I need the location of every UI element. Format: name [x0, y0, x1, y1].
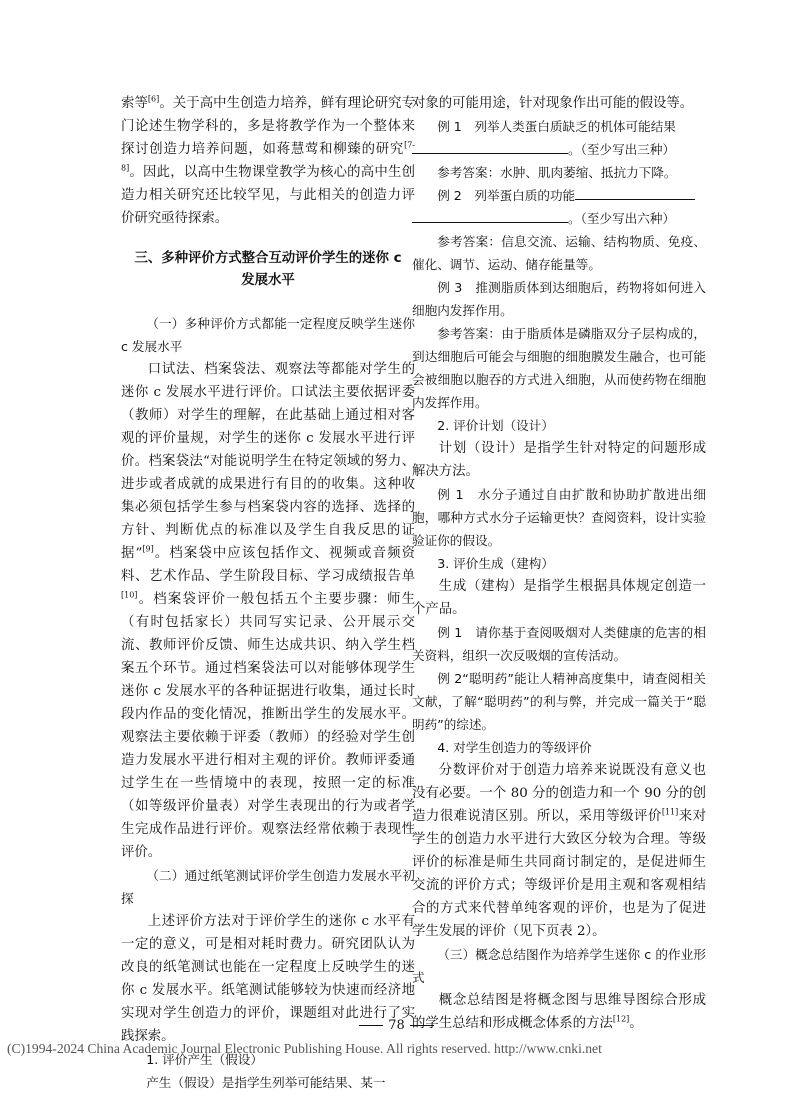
- citation[interactable]: [11]: [661, 807, 679, 817]
- paragraph: 计划（设计）是指学生针对特定的问题形成解决方法。: [412, 441, 706, 479]
- citation[interactable]: [9]: [142, 544, 154, 554]
- citation[interactable]: [12]: [612, 1014, 630, 1024]
- example: 例 2 列举蛋白质的功能 。（至少写出六种）: [412, 184, 706, 230]
- section-heading: 三、多种评价方式整合互动评价学生的迷你 c 发展水平: [134, 251, 402, 288]
- subsection-heading: （二）通过纸笔测试评价学生创造力发展水平初探: [121, 868, 415, 906]
- divider: [410, 1025, 434, 1026]
- example: 例 1 列举人类蛋白质缺乏的机体可能结果 。（至少写出三种）: [412, 115, 706, 161]
- paragraph: 口试法、档案袋法、观察法等都能对学生的迷你 c 发展水平进行评价。口试法主要依据评委（教师）对学生的理解，在此基础上通过相对客观的评价量规，对学生的迷你 c 发展水平进行评价。档案袋法“对能说明学生在特定领域的努力、进步或者成就的成果进行有目的的收集。这种收集必须包括学生参与档案袋内容的选择、选择的方针、判断优点的标准以及学生自我反思的证据”[9]。档案袋中应该包括作文、视频或音频资料、艺术作品、学生阶段目标、学习成绩报告单[10]。档案袋评价一般包括五个主要步骤：师生（有时包括家长）共同写实记录、公开展示交流、教师评价反馈、师生达成共识、纳入学生档案五个环节。通过档案袋法可以对能够体现学生迷你 c 发展水平的各种证据进行收集，通过长时段内作品的变化情况，推断出学生的发展水平。观察法主要依赖于评委（教师）的经验对学生创造力发展水平进行相对主观的评价。教师评委通过学生在一些情境中的表现，按照一定的标准（如等级评价量表）对学生表现出的行为或者学生完成作品进行评价。观察法经常依赖于表现性评价。: [121, 362, 415, 860]
- item-heading: 1. 评价产生（假设）: [146, 1052, 263, 1067]
- answer: 参考答案：由于脂质体是磷脂双分子层构成的，到达细胞后可能会与细胞的细胞膜发生融合，也可能会被细胞以胞吞的方式进入细胞，从而使药物在细胞内发挥作用。: [412, 326, 706, 410]
- page-number: 78: [0, 1018, 793, 1033]
- answer: 参考答案：水肿、肌肉萎缩、抵抗力下降。: [437, 165, 677, 180]
- item-heading: 4. 对学生创造力的等级评价: [437, 740, 592, 755]
- left-column: [121, 92, 415, 1094]
- copyright-notice: (C)1994-2024 China Academic Journal Electronic Publishing House. All rights reserved. http://www.cnki.net: [7, 1041, 602, 1056]
- paragraph: 分数评价对于创造力培养来说既没有意义也没有必要。一个 80 分的创造力和一个 90 分的创造力很难说清区别。所以，采用等级评价[11]来对学生的创造力水平进行大致区分较为合理。等级评价的标准是师生共同商讨制定的，是促进师生交流的评价方式；等级评价是用主观和客观相结合的方式来代替单纯客观的评价，也是为了促进学生发展的评价（见下页表 2）。: [412, 763, 707, 939]
- example: 例 2“聪明药”能让人精神高度集中，请查阅相关文献，了解“聪明药”的利与弊，并完成一篇关于“聪明药”的综述。: [412, 671, 706, 732]
- paragraph: 对象的可能用途，针对现象作出可能的假设等。: [412, 96, 694, 111]
- paragraph: 产生（假设）是指学生列举可能结果、某一: [146, 1075, 386, 1090]
- citation[interactable]: [10]: [121, 590, 138, 600]
- paragraph: 上述评价方法对于评价学生的迷你 c 水平有一定的意义，可是相对耗时费力。研究团队认为改良的纸笔测试也能在一定程度上反映学生的迷你 c 发展水平。纸笔测试能够较为快速而经济地实现对学生创造力的评价，课题组对此进行了实践探索。: [121, 914, 415, 1044]
- item-heading: 3. 评价生成（建构）: [437, 556, 554, 571]
- paragraph: 索等[6]。关于高中生创造力培养，鲜有理论研究专门论述生物学科的，多是将教学作为一个整体来探讨创造力培养问题，如蒋慧莺和柳臻的研究[7-8]。因此，以高中生物课堂教学为核心的高中生创造力相关研究还比较罕见，与此相关的创造力评价研究亟待探索。: [121, 94, 416, 226]
- example: 例 1 水分子通过自由扩散和协助扩散进出细胞，哪种方式水分子运输更快？查阅资料，设计实验验证你的假设。: [412, 487, 706, 548]
- subsection-heading: （三）概念总结图作为培养学生迷你 c 的作业形式: [412, 947, 706, 985]
- example: 例 3 推测脂质体到达细胞后，药物将如何进入细胞内发挥作用。: [412, 280, 706, 318]
- example: 例 1 请你基于查阅吸烟对人类健康的危害的相关资料，组织一次反吸烟的宣传活动。: [412, 625, 706, 663]
- item-heading: 2. 评价计划（设计）: [437, 418, 554, 433]
- answer-blank[interactable]: [412, 139, 568, 154]
- answer-blank[interactable]: [575, 185, 695, 200]
- paragraph: 生成（建构）是指学生根据具体规定创造一个产品。: [412, 579, 706, 617]
- answer: 参考答案：信息交流、运输、结构物质、免疫、催化、调节、运动、储存能量等。: [412, 234, 706, 272]
- paragraph: 概念总结图是将概念图与思维导图综合形成的学生总结和形成概念体系的方法[12]。: [412, 993, 706, 1031]
- right-column: [412, 92, 706, 1035]
- citation[interactable]: [7-8]: [121, 140, 415, 173]
- answer-blank[interactable]: [412, 208, 568, 223]
- subsection-heading: （一）多种评价方式都能一定程度反映学生迷你 c 发展水平: [121, 316, 415, 354]
- divider: [359, 1025, 383, 1026]
- citation[interactable]: [6]: [147, 94, 160, 104]
